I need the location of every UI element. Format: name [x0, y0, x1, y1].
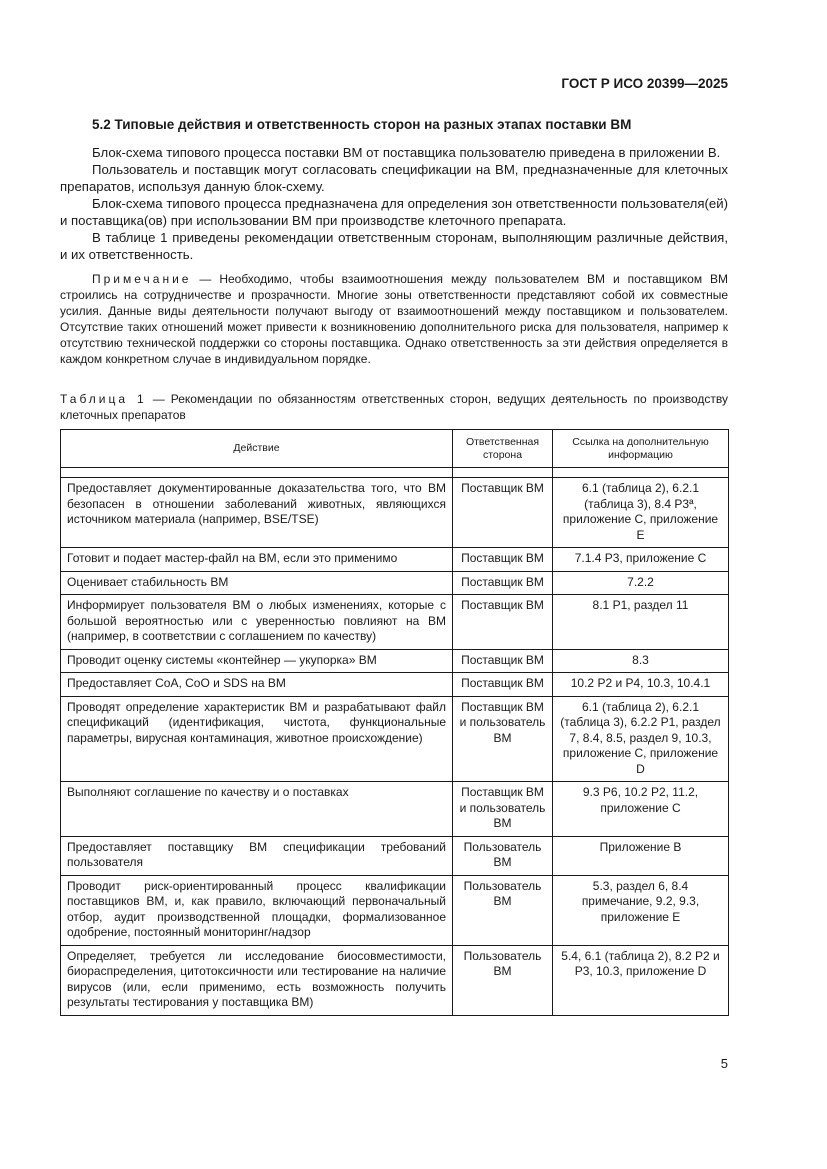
action-cell: Предоставляет CoA, CoO и SDS на ВМ	[61, 673, 453, 697]
responsibilities-table	[60, 429, 729, 1016]
table-header-row	[61, 430, 729, 468]
action-cell: Предоставляет поставщику ВМ спецификации требований пользователя	[61, 836, 453, 875]
reference-cell: 7.1.4 Р3, приложение С	[553, 548, 729, 572]
party-cell: Пользователь ВМ	[453, 836, 553, 875]
document-header: ГОСТ Р ИСО 20399—2025	[561, 76, 728, 91]
table-row	[61, 696, 729, 782]
table-row	[61, 595, 729, 650]
table-row	[61, 571, 729, 595]
table-row	[61, 478, 729, 548]
party-cell: Поставщик ВМ	[453, 548, 553, 572]
table-row	[61, 649, 729, 673]
reference-cell: 6.1 (таблица 2), 6.2.1 (таблица 3), 6.2.2 Р1, раздел 7, 8.4, 8.5, раздел 9, 10.3, приложение С, приложение D	[553, 696, 729, 782]
action-cell: Информирует пользователя ВМ о любых изменениях, которые с большой вероятностью или с уверенностью повлияют на ВМ (например, в соответствии с соглашением по качеству)	[61, 595, 453, 650]
page-body	[60, 117, 728, 1016]
action-cell: Выполняют соглашение по качеству и о поставках	[61, 782, 453, 837]
party-cell: Поставщик ВМ	[453, 478, 553, 548]
action-cell: Оценивает стабильность ВМ	[61, 571, 453, 595]
column-header-party: Ответственная сторона	[453, 430, 553, 468]
reference-cell: 6.1 (таблица 2), 6.2.1 (таблица 3), 8.4 Р3ª, приложение С, приложение Е	[553, 478, 729, 548]
party-cell: Поставщик ВМ	[453, 595, 553, 650]
action-cell: Определяет, требуется ли исследование биосовместимости, биораспределения, цитотоксичности или тестирование на наличие вирусов (или, если применимо, есть возможность получить результаты тестирования у поставщика ВМ)	[61, 945, 453, 1015]
table-spacer	[61, 468, 729, 478]
table-caption-text: — Рекомендации по обязанностям ответственных сторон, ведущих деятельность по производству клеточных препаратов	[60, 392, 728, 422]
column-header-reference: Ссылка на дополнительную информацию	[553, 430, 729, 468]
note-text: — Необходимо, чтобы взаимоотношения между пользователем ВМ и поставщиком ВМ строились на сотрудничестве и прозрачности. Многие зоны ответственности представляют собой их совместные усилия. Данные виды деятельности получают выгоду от взаимоотношений между поставщиком и пользователем. Отсутствие таких отношений может привести к возникновению дополнительного риска для пользователя, например к отсутствию технической поддержки со стороны поставщика. Однако ответственность за эти действия определяется в каждом конкретном случае в индивидуальном порядке.	[60, 272, 728, 366]
paragraph: Блок-схема типового процесса поставки ВМ от поставщика пользователю приведена в приложении В.	[92, 145, 721, 160]
column-header-action: Действие	[61, 430, 453, 468]
reference-cell: 5.4, 6.1 (таблица 2), 8.2 Р2 и Р3, 10.3, приложение D	[553, 945, 729, 1015]
party-cell: Поставщик ВМ и пользователь ВМ	[453, 696, 553, 782]
table-row	[61, 782, 729, 837]
table-row	[61, 875, 729, 945]
party-cell: Пользователь ВМ	[453, 875, 553, 945]
reference-cell: 9.3 Р6, 10.2 Р2, 11.2, приложение С	[553, 782, 729, 837]
party-cell: Поставщик ВМ	[453, 649, 553, 673]
paragraph: В таблице 1 приведены рекомендации ответственным сторонам, выполняющим различные действия, и их ответственность.	[60, 230, 728, 262]
section-title: 5.2 Типовые действия и ответственность сторон на разных этапах поставки ВМ	[92, 117, 632, 132]
reference-cell: 8.1 Р1, раздел 11	[553, 595, 729, 650]
reference-cell: 10.2 Р2 и Р4, 10.3, 10.4.1	[553, 673, 729, 697]
action-cell: Предоставляет документированные доказательства того, что ВМ безопасен в отношении заболеваний животных, являющихся источником материала (например, BSE/TSE)	[61, 478, 453, 548]
action-cell: Готовит и подает мастер-файл на ВМ, если это применимо	[61, 548, 453, 572]
paragraph: Блок-схема типового процесса предназначена для определения зон ответственности пользователя(ей) и поставщика(ов) при использовании ВМ при производстве клеточного препарата.	[60, 196, 728, 228]
paragraph: Пользователь и поставщик могут согласовать спецификации на ВМ, предназначенные для клеточных препаратов, используя данную блок-схему.	[60, 162, 728, 194]
reference-cell: 8.3	[553, 649, 729, 673]
note	[60, 271, 728, 367]
action-cell: Проводит риск-ориентированный процесс квалификации поставщиков ВМ, и, как правило, включающий первоначальный отбор, аудит производственной площадки, формализованное одобрение, постоянный мониторинг/надзор	[61, 875, 453, 945]
party-cell: Пользователь ВМ	[453, 945, 553, 1015]
table-row	[61, 548, 729, 572]
table-caption	[60, 392, 728, 423]
reference-cell: Приложение В	[553, 836, 729, 875]
table-row	[61, 673, 729, 697]
action-cell: Проводит оценку системы «контейнер — укупорка» ВМ	[61, 649, 453, 673]
party-cell: Поставщик ВМ	[453, 571, 553, 595]
party-cell: Поставщик ВМ	[453, 673, 553, 697]
note-label: Примечание	[92, 272, 192, 286]
party-cell: Поставщик ВМ и пользователь ВМ	[453, 782, 553, 837]
table-row	[61, 945, 729, 1015]
page-number: 5	[720, 1056, 728, 1071]
reference-cell: 7.2.2	[553, 571, 729, 595]
action-cell: Проводят определение характеристик ВМ и разрабатывают файл спецификаций (идентификация, чистота, функциональные параметры, вирусная контаминация, животное происхождение)	[61, 696, 453, 782]
table-caption-label: Таблица 1	[60, 392, 147, 406]
reference-cell: 5.3, раздел 6, 8.4 примечание, 9.2, 9.3, приложение Е	[553, 875, 729, 945]
table-row	[61, 836, 729, 875]
